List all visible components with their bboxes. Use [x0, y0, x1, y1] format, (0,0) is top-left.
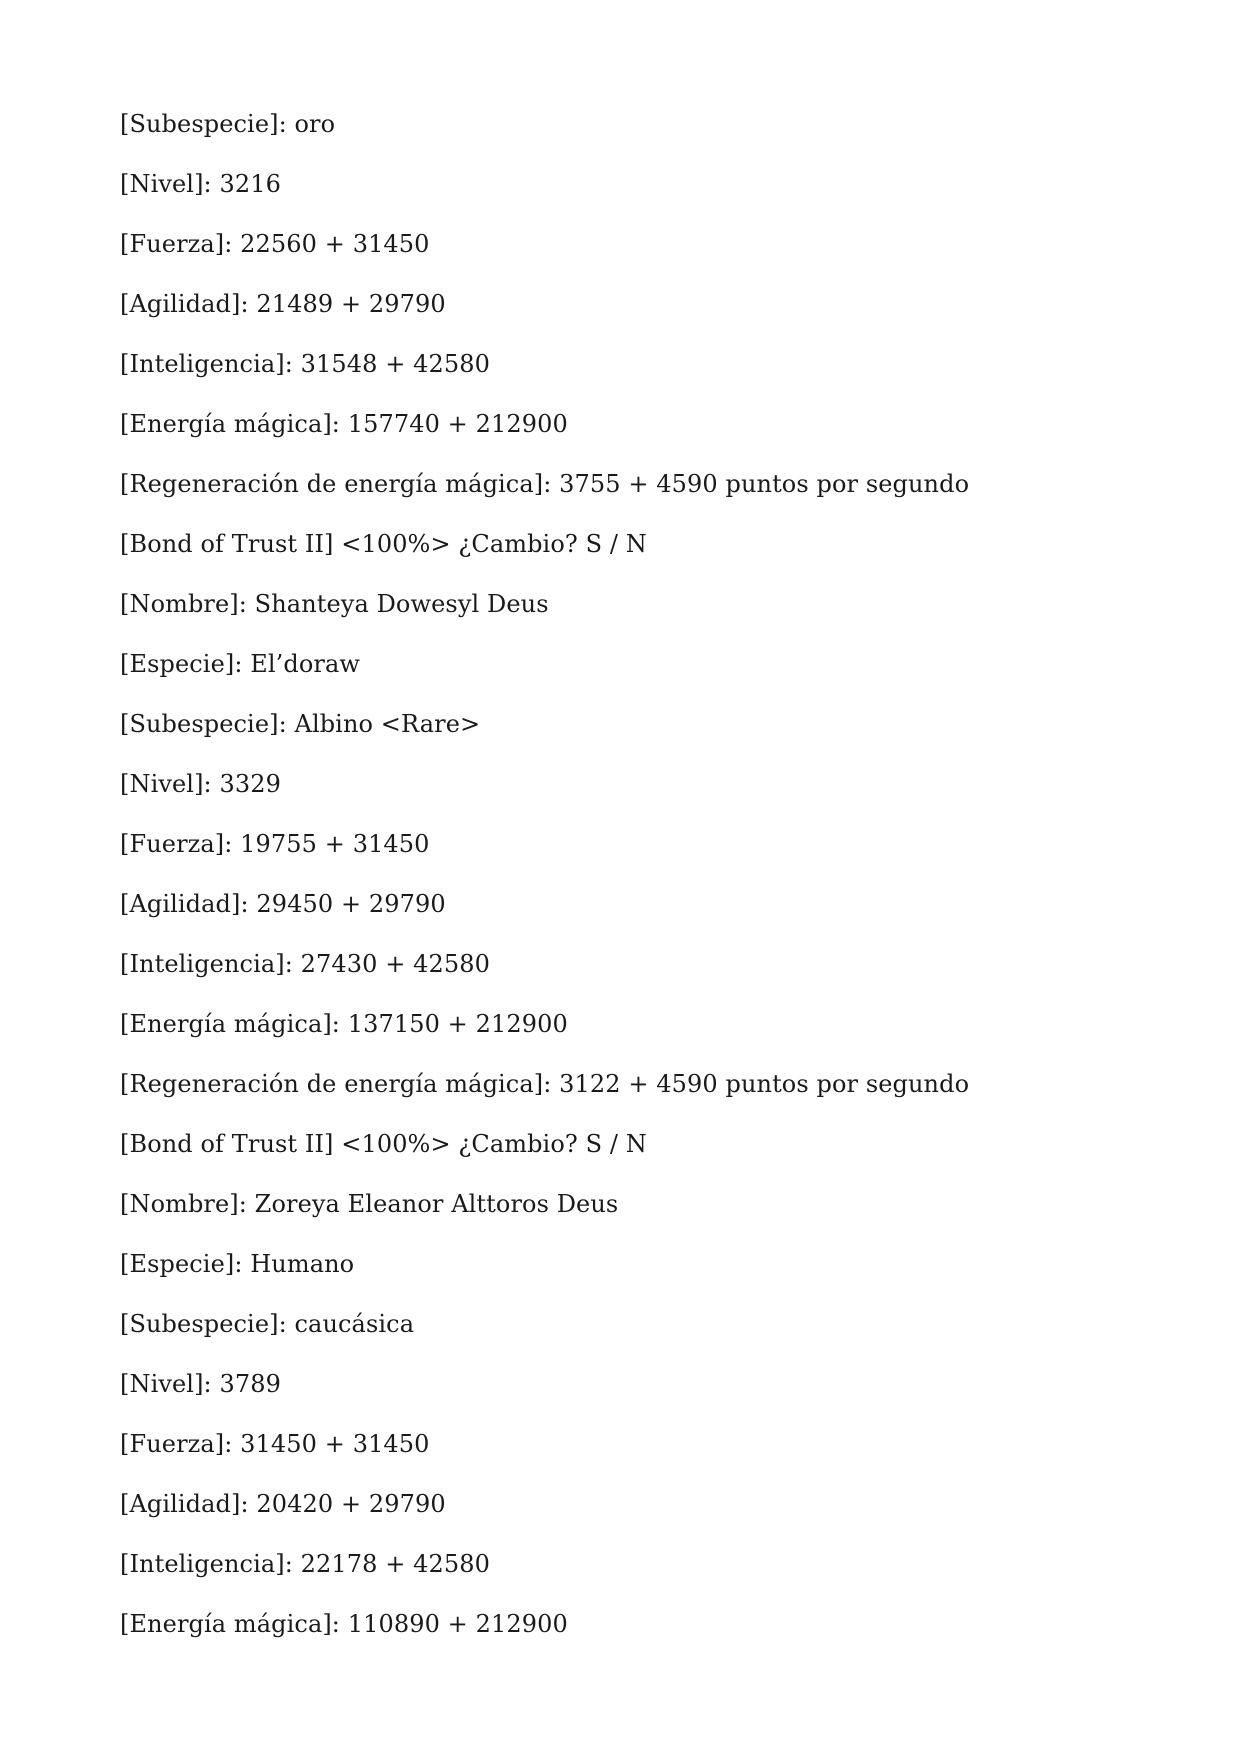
line-energia-3: [Energía mágica]: 110890 + 212900 — [120, 1610, 568, 1638]
line-especie-2: [Especie]: El’doraw — [120, 650, 361, 678]
line-inteligencia-1: [Inteligencia]: 31548 + 42580 — [120, 350, 490, 378]
line-subespecie-2: [Subespecie]: Albino <Rare> — [120, 710, 481, 738]
line-fuerza-3: [Fuerza]: 31450 + 31450 — [120, 1430, 430, 1458]
text-lines — [120, 102, 1180, 1662]
line-nivel-2: [Nivel]: 3329 — [120, 770, 281, 798]
line-agilidad-2: [Agilidad]: 29450 + 29790 — [120, 890, 446, 918]
line-inteligencia-3: [Inteligencia]: 22178 + 42580 — [120, 1550, 490, 1578]
line-fuerza-1: [Fuerza]: 22560 + 31450 — [120, 230, 430, 258]
line-regeneracion-2: [Regeneración de energía mágica]: 3122 + 4590 puntos por segundo — [120, 1070, 970, 1098]
line-inteligencia-2: [Inteligencia]: 27430 + 42580 — [120, 950, 490, 978]
line-subespecie-1: [Subespecie]: oro — [120, 110, 336, 138]
line-subespecie-3: [Subespecie]: caucásica — [120, 1310, 415, 1338]
line-especie-3: [Especie]: Humano — [120, 1250, 355, 1278]
line-agilidad-3: [Agilidad]: 20420 + 29790 — [120, 1490, 446, 1518]
line-agilidad-1: [Agilidad]: 21489 + 29790 — [120, 290, 446, 318]
line-regeneracion-1: [Regeneración de energía mágica]: 3755 + 4590 puntos por segundo — [120, 470, 970, 498]
line-bond-2: [Bond of Trust II] <100%> ¿Cambio? S / N — [120, 1130, 647, 1158]
line-bond-1: [Bond of Trust II] <100%> ¿Cambio? S / N — [120, 530, 647, 558]
line-energia-2: [Energía mágica]: 137150 + 212900 — [120, 1010, 568, 1038]
line-energia-1: [Energía mágica]: 157740 + 212900 — [120, 410, 568, 438]
line-nombre-3: [Nombre]: Zoreya Eleanor Alttoros Deus — [120, 1190, 619, 1218]
line-fuerza-2: [Fuerza]: 19755 + 31450 — [120, 830, 430, 858]
line-nombre-2: [Nombre]: Shanteya Dowesyl Deus — [120, 590, 549, 618]
line-nivel-3: [Nivel]: 3789 — [120, 1370, 281, 1398]
line-nivel-1: [Nivel]: 3216 — [120, 170, 281, 198]
